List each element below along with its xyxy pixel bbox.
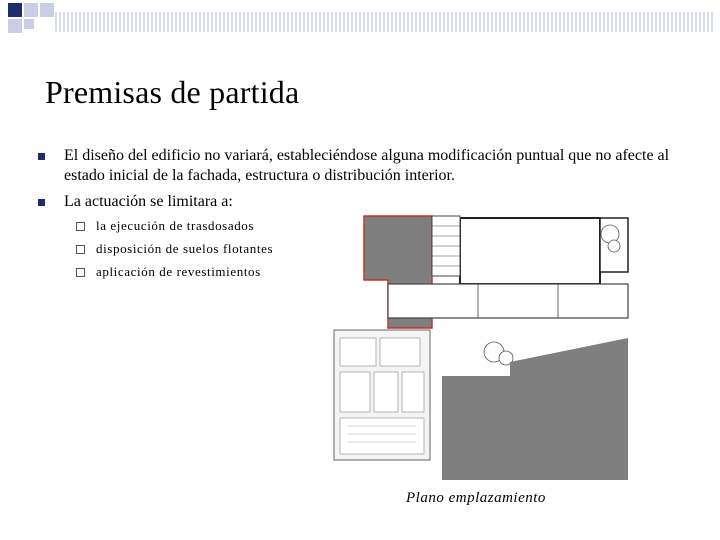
decorative-stripe	[55, 12, 715, 32]
bullet-item	[38, 146, 678, 186]
bullet-text: La actuación se limitara a:	[64, 193, 233, 210]
navy-square	[8, 3, 22, 17]
figure-caption: Plano emplazamiento	[406, 490, 546, 506]
checkbox-bullet-icon	[76, 268, 85, 277]
sub-bullet-text: la ejecución de trasdosados	[96, 218, 255, 233]
square-bullet-icon	[38, 153, 45, 160]
light-square	[24, 3, 38, 17]
bullet-item	[38, 192, 678, 212]
slide-title: Premisas de partida	[45, 74, 300, 110]
sub-bullet-text: aplicación de revestimientos	[96, 264, 261, 279]
plan-lower-gray	[442, 338, 628, 480]
checkbox-bullet-icon	[76, 245, 85, 254]
square-bullet-icon	[38, 199, 45, 206]
tree-icon	[608, 240, 620, 252]
light-square	[40, 3, 54, 17]
sub-bullet-text: disposición de suelos flotantes	[96, 241, 274, 256]
floor-plan-drawing	[328, 212, 630, 482]
light-square	[8, 19, 22, 33]
plan-hall	[460, 218, 600, 284]
bullet-text: El diseño del edificio no variará, estableciéndose alguna modificación puntual que no afecte al estado inicial de la fachada, estructura o distribución interior.	[64, 147, 670, 184]
light-square	[24, 19, 34, 29]
checkbox-bullet-icon	[76, 222, 85, 231]
plan-corridor	[388, 284, 628, 318]
